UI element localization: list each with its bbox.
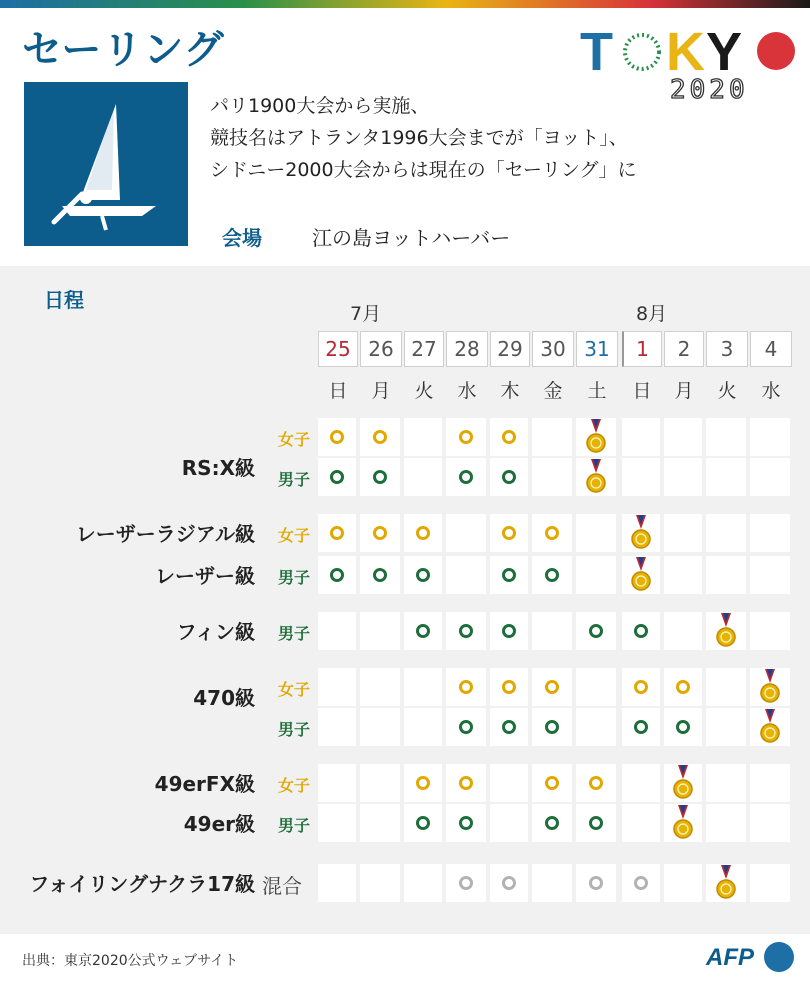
gender-label: 男子: [278, 624, 311, 643]
schedule-cell: [750, 804, 790, 842]
women-race-marker: [502, 680, 516, 694]
women-race-marker: [373, 430, 387, 444]
schedule-cell: [576, 514, 616, 552]
schedule-cell: [490, 764, 528, 802]
women-race-marker: [545, 526, 559, 540]
schedule-cell: [750, 764, 790, 802]
men-race-marker: [545, 568, 559, 582]
schedule-cell: [360, 804, 400, 842]
date-cell: 28: [446, 331, 488, 367]
gender-label: 混合: [262, 874, 302, 898]
men-race-marker: [459, 470, 473, 484]
schedule-cell: [360, 864, 400, 902]
schedule-cell: [750, 864, 790, 902]
date-cell: 31: [576, 331, 618, 367]
schedule-cell: [750, 418, 790, 456]
medal-icon: [759, 669, 781, 705]
mixed-race-marker: [634, 876, 648, 890]
event-name: RS:X級: [181, 456, 255, 480]
gender-label: 女子: [278, 680, 311, 699]
medal-icon: [759, 709, 781, 745]
svg-text:2020: 2020: [670, 75, 749, 102]
schedule-cell: [360, 668, 400, 706]
women-race-marker: [330, 526, 344, 540]
men-race-marker: [373, 568, 387, 582]
weekday-label: 日: [328, 380, 348, 402]
schedule-cell: [446, 514, 486, 552]
men-race-marker: [676, 720, 690, 734]
weekday-label: 火: [717, 380, 737, 402]
schedule-cell: [750, 458, 790, 496]
description-line: シドニー2000大会からは現在の「セーリング」に: [210, 159, 637, 181]
men-race-marker: [502, 470, 516, 484]
medal-icon: [630, 515, 652, 551]
mixed-race-marker: [459, 876, 473, 890]
schedule-cell: [706, 708, 746, 746]
month-label: 7月: [350, 303, 382, 325]
women-race-marker: [459, 430, 473, 444]
date-cell: 27: [404, 331, 444, 367]
schedule-cell: [622, 804, 660, 842]
weekday-label: 木: [500, 380, 520, 402]
date-cell: 2: [664, 331, 704, 367]
men-race-marker: [502, 720, 516, 734]
schedule-cell: [576, 668, 616, 706]
sailing-pictogram-icon: [24, 82, 188, 246]
mixed-race-marker: [502, 876, 516, 890]
schedule-cell: [404, 708, 442, 746]
svg-text:Y: Y: [706, 22, 743, 82]
schedule-cell: [318, 612, 356, 650]
schedule-cell: [360, 764, 400, 802]
schedule-cell: [622, 764, 660, 802]
mixed-race-marker: [589, 876, 603, 890]
schedule-cell: [664, 418, 702, 456]
schedule-cell: [318, 668, 356, 706]
event-name: レーザーラジアル級: [75, 522, 255, 546]
men-race-marker: [416, 624, 430, 638]
source-credit: 出典：東京2020公式ウェブサイト: [22, 953, 239, 969]
schedule-cell: [706, 556, 746, 594]
weekday-label: 月: [674, 380, 694, 402]
schedule-title: 日程: [44, 288, 84, 312]
medal-icon: [672, 805, 694, 841]
medal-icon: [715, 613, 737, 649]
date-cell: 30: [532, 331, 574, 367]
schedule-cell: [404, 668, 442, 706]
svg-text:T: T: [580, 22, 613, 82]
date-cell: 29: [490, 331, 530, 367]
event-name: 470級: [193, 686, 255, 710]
schedule-cell: [706, 514, 746, 552]
schedule-cell: [706, 458, 746, 496]
schedule-cell: [490, 804, 528, 842]
women-race-marker: [373, 526, 387, 540]
gender-label: 男子: [278, 470, 311, 489]
schedule-cell: [750, 556, 790, 594]
month-label: 8月: [636, 303, 668, 325]
weekday-label: 月: [371, 380, 391, 402]
page-title: セーリング: [22, 27, 225, 73]
gender-label: 女子: [278, 526, 311, 545]
weekday-label: 水: [457, 380, 477, 402]
date-cell: 3: [706, 331, 748, 367]
women-race-marker: [330, 430, 344, 444]
gender-label: 女子: [278, 430, 311, 449]
schedule-cell: [576, 708, 616, 746]
schedule-cell: [750, 612, 790, 650]
women-race-marker: [416, 526, 430, 540]
event-name: レーザー級: [155, 564, 255, 588]
schedule-cell: [664, 514, 702, 552]
venue-name: 江の島ヨットハーバー: [312, 226, 511, 250]
afp-logo: AFP: [706, 944, 754, 971]
men-race-marker: [545, 816, 559, 830]
men-race-marker: [373, 470, 387, 484]
schedule-cell: [318, 864, 356, 902]
women-race-marker: [589, 776, 603, 790]
women-race-marker: [416, 776, 430, 790]
schedule-cell: [404, 864, 442, 902]
schedule-cell: [532, 612, 572, 650]
women-race-marker: [502, 430, 516, 444]
men-race-marker: [330, 568, 344, 582]
men-race-marker: [589, 816, 603, 830]
medal-icon: [585, 419, 607, 455]
men-race-marker: [502, 568, 516, 582]
medal-icon: [672, 765, 694, 801]
weekday-label: 水: [761, 380, 781, 402]
men-race-marker: [330, 470, 344, 484]
color-stripe: [0, 0, 810, 8]
event-name: フォイリングナクラ17級: [29, 872, 255, 896]
schedule-cell: [706, 764, 746, 802]
description-line: パリ1900大会から実施、: [210, 95, 430, 117]
date-cell: 4: [750, 331, 792, 367]
medal-icon: [715, 865, 737, 901]
schedule-cell: [622, 418, 660, 456]
schedule-cell: [532, 864, 572, 902]
men-race-marker: [634, 720, 648, 734]
men-race-marker: [459, 720, 473, 734]
gender-label: 女子: [278, 776, 311, 795]
schedule-cell: [750, 514, 790, 552]
schedule-cell: [532, 418, 572, 456]
date-cell: 1: [622, 331, 662, 367]
schedule-cell: [622, 458, 660, 496]
description-line: 競技名はアトランタ1996大会までが「ヨット」、: [210, 127, 628, 149]
schedule-cell: [664, 556, 702, 594]
medal-icon: [630, 557, 652, 593]
men-race-marker: [416, 568, 430, 582]
afp-logo-dot: [764, 942, 794, 972]
schedule-cell: [318, 804, 356, 842]
women-race-marker: [459, 680, 473, 694]
schedule-cell: [318, 764, 356, 802]
schedule-cell: [360, 612, 400, 650]
men-race-marker: [416, 816, 430, 830]
event-name: 49er級: [183, 812, 255, 836]
women-race-marker: [459, 776, 473, 790]
women-race-marker: [676, 680, 690, 694]
weekday-label: 日: [632, 380, 652, 402]
schedule-cell: [404, 458, 442, 496]
weekday-label: 金: [543, 380, 563, 402]
schedule-cell: [404, 418, 442, 456]
event-name: 49erFX級: [154, 772, 255, 796]
medal-icon: [585, 459, 607, 495]
schedule-cell: [318, 708, 356, 746]
men-race-marker: [459, 816, 473, 830]
schedule-cell: [664, 458, 702, 496]
schedule-cell: [360, 708, 400, 746]
schedule-cell: [706, 668, 746, 706]
schedule-cell: [706, 804, 746, 842]
venue-label: 会場: [222, 226, 262, 250]
women-race-marker: [545, 680, 559, 694]
gender-label: 男子: [278, 816, 311, 835]
schedule-cell: [576, 556, 616, 594]
men-race-marker: [502, 624, 516, 638]
men-race-marker: [459, 624, 473, 638]
gender-label: 男子: [278, 720, 311, 739]
schedule-cell: [446, 556, 486, 594]
men-race-marker: [634, 624, 648, 638]
weekday-label: 土: [587, 380, 607, 402]
schedule-cell: [706, 418, 746, 456]
date-cell: 26: [360, 331, 402, 367]
svg-text:K: K: [666, 22, 705, 82]
men-race-marker: [545, 720, 559, 734]
women-race-marker: [502, 526, 516, 540]
women-race-marker: [634, 680, 648, 694]
men-race-marker: [589, 624, 603, 638]
weekday-label: 火: [414, 380, 434, 402]
event-name: フィン級: [176, 620, 255, 644]
description: [210, 90, 636, 186]
schedule-cell: [664, 612, 702, 650]
women-race-marker: [545, 776, 559, 790]
gender-label: 男子: [278, 568, 311, 587]
schedule-cell: [532, 458, 572, 496]
schedule-cell: [664, 864, 702, 902]
date-cell: 25: [318, 331, 358, 367]
